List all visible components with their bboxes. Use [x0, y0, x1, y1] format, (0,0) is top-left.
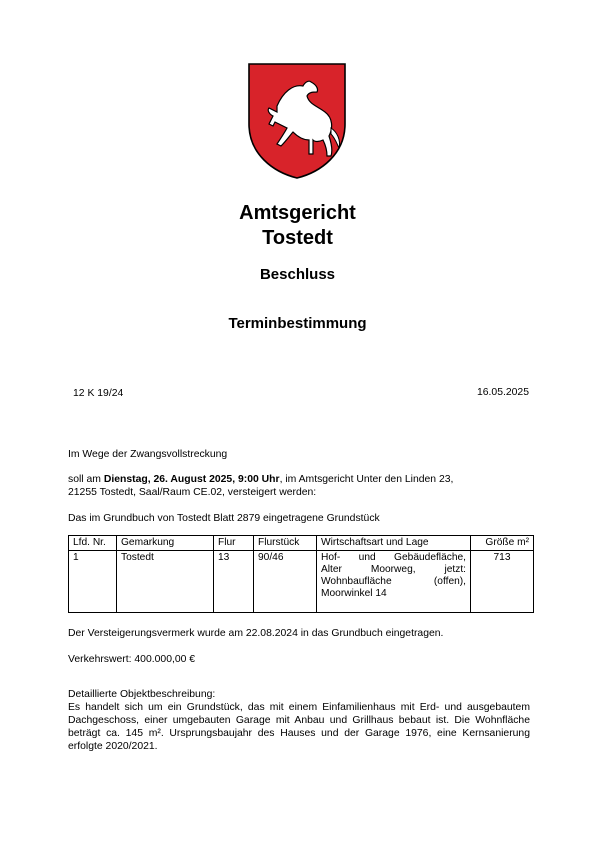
document-date: 16.05.2025 — [476, 387, 529, 398]
property-table — [68, 535, 534, 613]
table-header: Gemarkung — [117, 536, 214, 551]
lage-line: Hof- und Gebäudefläche, — [321, 552, 466, 563]
cell-flurstueck: 90/46 — [254, 551, 317, 613]
table-header: Größe m² — [471, 536, 534, 551]
court-name-line2: Tostedt — [262, 227, 333, 249]
lage-line: Moorwinkel 14 — [321, 588, 387, 599]
lage-line: Wohnbaufläche (offen), — [321, 576, 466, 587]
table-header: Wirtschaftsart und Lage — [317, 536, 471, 551]
market-value: Verkehrswert: 400.000,00 € — [68, 654, 196, 665]
table-header: Flur — [214, 536, 254, 551]
auction-date: Dienstag, 26. August 2025, 9:00 Uhr — [103, 474, 280, 485]
lower-saxony-coat-of-arms-icon — [247, 62, 347, 180]
cell-nr: 1 — [69, 551, 117, 613]
registration-note: Der Versteigerungsvermerk wurde am 22.08.2024 in das Grundbuch eingetragen. — [68, 628, 444, 639]
auction-location: 21255 Tostedt, Saal/Raum CE.02, versteigert werden: — [68, 487, 317, 498]
file-number: 12 K 19/24 — [73, 388, 124, 399]
table-row — [69, 551, 534, 613]
lage-line: Alter Moorweg, jetzt: — [321, 564, 466, 575]
auction-statement — [68, 473, 538, 499]
document-subject: Terminbestimmung — [228, 315, 367, 332]
auction-suffix: , im Amtsgericht Unter den Linden 23, — [279, 474, 454, 485]
table-header-row — [69, 536, 534, 551]
cell-gemarkung: Tostedt — [117, 551, 214, 613]
object-description — [68, 688, 530, 753]
table-header: Lfd. Nr. — [69, 536, 117, 551]
cell-lage — [317, 551, 471, 613]
court-name-line1: Amtsgericht — [239, 202, 356, 224]
property-intro: Das im Grundbuch von Tostedt Blatt 2879 eingetragene Grundstück — [68, 513, 380, 524]
cell-flur: 13 — [214, 551, 254, 613]
description-heading: Detaillierte Objektbeschreibung: — [68, 689, 216, 700]
cell-groesse: 713 — [471, 551, 534, 613]
document-type: Beschluss — [259, 266, 336, 283]
intro-text: Im Wege der Zwangsvollstreckung — [68, 449, 228, 460]
auction-prefix: soll am — [68, 474, 104, 485]
table-header: Flurstück — [254, 536, 317, 551]
description-text: Es handelt sich um ein Grundstück, das mit einem Einfamilienhaus mit Erd- und ausgebautem Dachgeschoss, einer umgebauten Garage mit Anbau und Grillhaus bebaut ist. Die Wohnfläche beträgt ca. 145 m². Ursprungsbaujahr des Hauses und der Garage 1976, eine Kernsanierung erfolgte 2020/2021. — [68, 702, 530, 752]
